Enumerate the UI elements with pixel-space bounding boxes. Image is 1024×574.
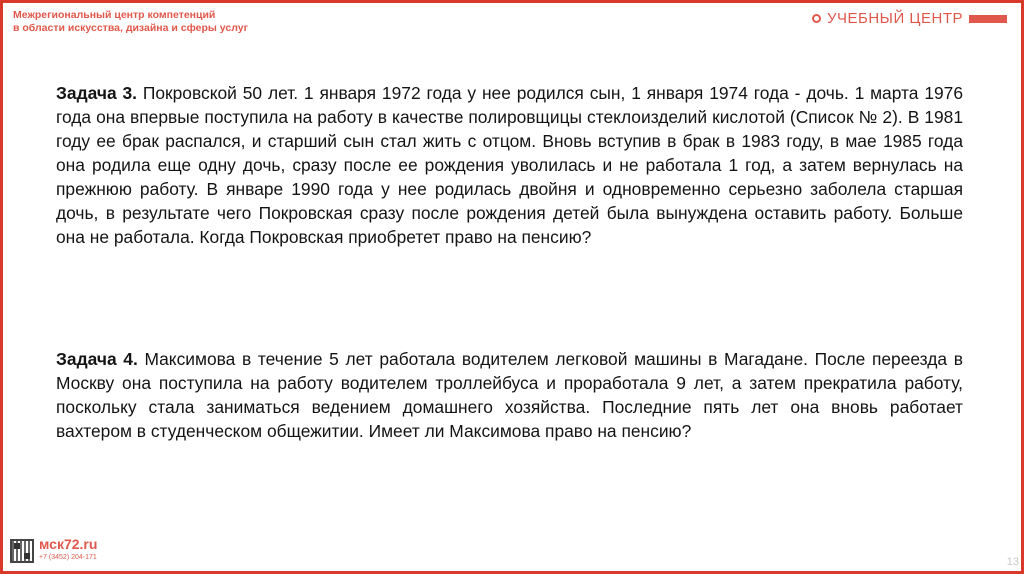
problem-3-text: Покровской 50 лет. 1 января 1972 года у нее родился сын, 1 января 1974 года - дочь. 1 марта 1976 года она впервые поступила на работу в качестве полировщицы стеклоизделий кислотой (Список № 2). В 1981 году ее брак распался, и старший сын стал жить с отцом. Вновь вступив в брак в 1983 году, в мае 1985 года она родила еще одну дочь, сразу после ее рождения уволилась и не работала 1 год, а затем вернулась на прежнюю работу. В январе 1990 года у нее родилась двойня и одновременно серьезно заболела старшая дочь, в результате чего Покровская сразу после рождения детей была вынуждена оставить работу. Больше она не работала. Когда Покровская приобретет право на пенсию? xyxy=(56,83,964,247)
problem-4 xyxy=(56,347,963,443)
problem-3 xyxy=(56,81,963,249)
problem-4-label: Задача 4. xyxy=(56,349,138,369)
brand-name: УЧЕБНЫЙ ЦЕНТР xyxy=(826,10,963,27)
qr-code-icon xyxy=(10,539,34,563)
brand-tagline-stripe xyxy=(969,15,1007,23)
phone-number: +7 (3452) 204-171 xyxy=(39,554,97,561)
site-link[interactable]: мск72.ru xyxy=(39,536,98,552)
brand-logo xyxy=(812,10,1007,27)
org-name xyxy=(13,9,248,35)
problem-4-text: Максимова в течение 5 лет работала водителем легковой машины в Магадане. После переезда в Москву она поступила на работу водителем троллейбуса и проработала 9 лет, а затем прекратила работу, поскольку стала заниматься ведением домашнего хозяйства. Последние пять лет она вновь работает вахтером в студенческом общежитии. Имеет ли Максимова право на пенсию? xyxy=(56,349,963,441)
problem-3-label: Задача 3. xyxy=(56,83,137,103)
page-number: 13 xyxy=(1006,556,1019,568)
org-name-line-1: Межрегиональный центр компетенций xyxy=(13,9,216,21)
circle-logo-icon xyxy=(812,14,821,23)
org-name-line-2: в области искусства, дизайна и сферы услуг xyxy=(13,22,248,34)
